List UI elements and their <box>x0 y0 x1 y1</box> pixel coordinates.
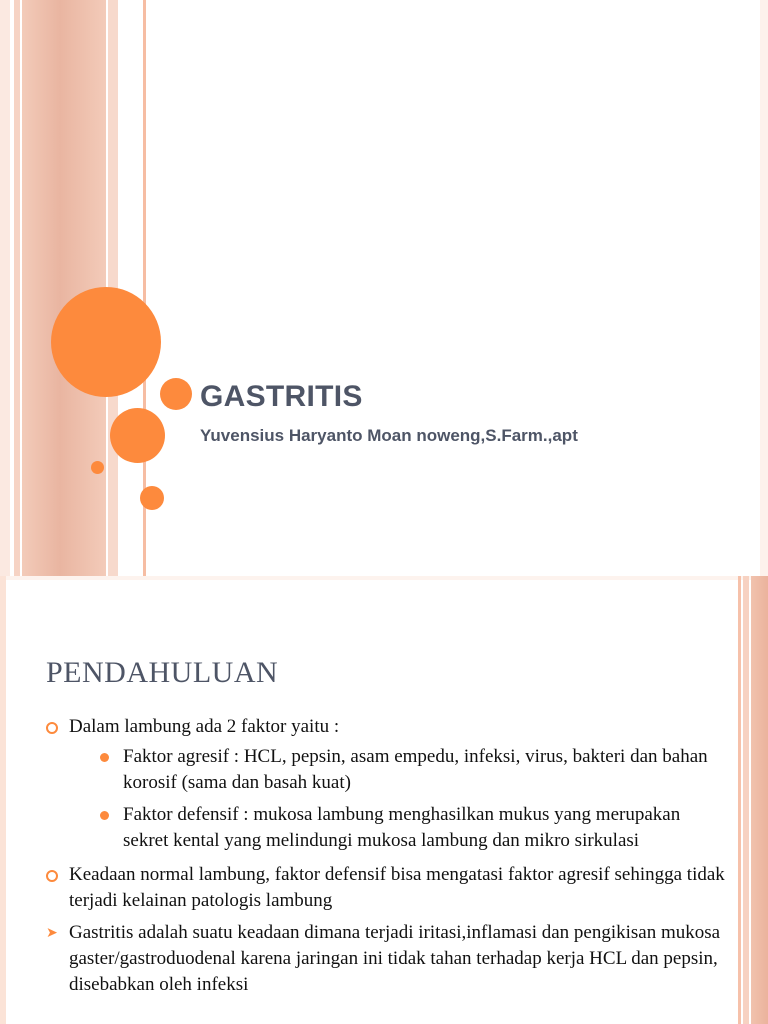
bullet-list <box>46 714 726 998</box>
list-item <box>46 714 726 854</box>
decorative-circle-small <box>160 378 192 410</box>
sub-bullet-list <box>100 744 726 854</box>
slide-title: GASTRITIS <box>200 380 363 413</box>
list-item <box>46 862 726 914</box>
ring-bullet-icon <box>46 870 58 882</box>
decorative-stripe <box>0 576 768 580</box>
sub-list-item <box>100 802 726 854</box>
decorative-circle-tiny <box>91 461 104 474</box>
content-slide <box>0 576 768 1024</box>
decorative-stripe <box>14 0 20 576</box>
dot-bullet-icon <box>100 811 109 820</box>
list-item-text: Dalam lambung ada 2 faktor yaitu : <box>69 716 340 737</box>
sub-list-item <box>100 744 726 796</box>
list-item-text: Gastritis adalah suatu keadaan dimana terjadi iritasi,inflamasi dan pengikisan mukosa gaster/gastroduodenal karena jaringan ini tidak tahan terhadap kerja HCL dan pepsin, disebabkan oleh infeksi <box>69 922 721 995</box>
dot-bullet-icon <box>100 753 109 762</box>
slide-heading: PENDAHULUAN <box>46 656 279 689</box>
decorative-circle-medium <box>110 408 165 463</box>
decorative-stripe <box>0 0 10 576</box>
decorative-circle-large <box>51 287 161 397</box>
decorative-stripe <box>743 576 749 1024</box>
slide-subtitle: Yuvensius Haryanto Moan noweng,S.Farm.,apt <box>200 426 578 445</box>
decorative-stripe <box>0 576 6 1024</box>
list-item-text: Keadaan normal lambung, faktor defensif bisa mengatasi faktor agresif sehingga tidak terjadi kelainan patologis lambung <box>69 864 725 911</box>
decorative-circle-small <box>140 486 164 510</box>
decorative-stripe <box>751 576 768 1024</box>
list-item <box>46 920 726 998</box>
decorative-stripe <box>738 576 741 1024</box>
arrow-right-icon: ➤ <box>46 925 58 941</box>
sub-list-item-text: Faktor agresif : HCL, pepsin, asam empedu, infeksi, virus, bakteri dan bahan korosif (sama dan basah kuat) <box>123 746 708 793</box>
ring-bullet-icon <box>46 722 58 734</box>
decorative-stripe <box>760 0 768 576</box>
sub-list-item-text: Faktor defensif : mukosa lambung menghasilkan mukus yang merupakan sekret kental yang melindungi mukosa lambung dan mikro sirkulasi <box>123 804 681 851</box>
